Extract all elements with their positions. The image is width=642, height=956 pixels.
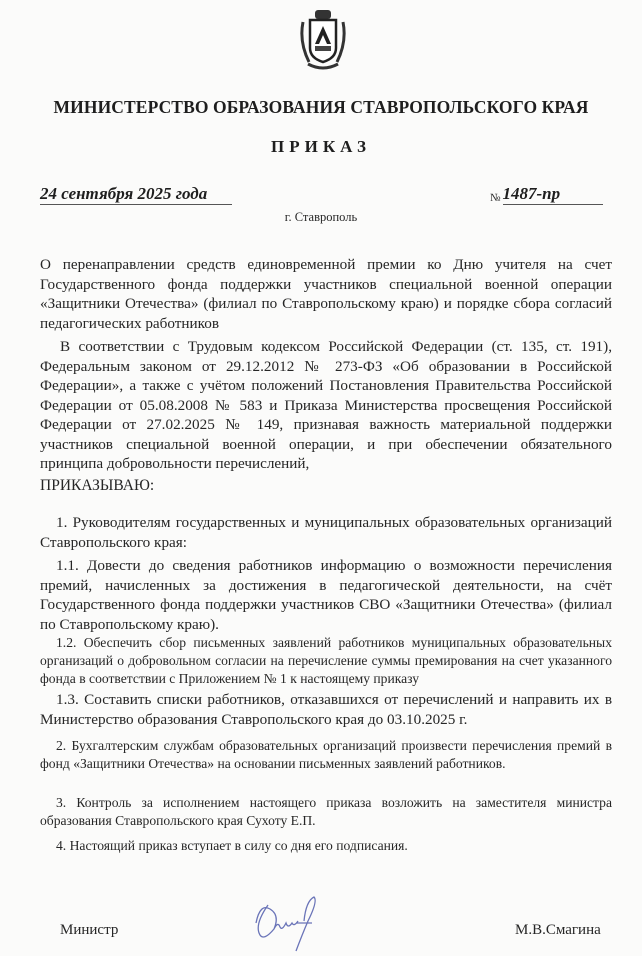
document-type: ПРИКАЗ [271,137,371,156]
signer-name: М.В.Смагина [515,922,601,938]
order-item-1-3: 1.3. Составить списки работников, отказавшихся от перечислений и направить их в Министерство образования Ставропольского края до 03.10.2025 г. [40,691,612,728]
order-number-block [490,184,612,205]
signer-position: Министр [60,922,119,938]
order-title: О перенаправлении средств единовременной премии ко Дню учителя на счет Государственного фонда поддержки участников специальной военной операции «Защитники Отечества» (филиал по Ставропольскому краю) и порядке сбора согласий педагогических работников [40,256,612,332]
preamble: В соответствии с Трудовым кодексом Российской Федерации (ст. 135, ст. 191), Федеральным законом от 29.12.2012 № 273-ФЗ «Об образовании в Российской Федерации», а также с учётом положений Постановления Правительства Российской Федерации от 05.08.2008 № 583 и Приказа Министерства просвещения Российской Федерации от 27.02.2025 № 149, признавая важность материальной поддержки участников специальной военной операции, и при обеспечении обязательного принципа добровольности перечислений, [40,338,612,472]
order-number: 1487-пр [503,184,603,205]
order-item-2: 2. Бухгалтерским службам образовательных организаций произвести перечисления премий в фонд «Защитники Отечества» на основании письменных заявлений работников. [40,738,612,771]
order-word: ПРИКАЗЫВАЮ: [40,477,155,494]
order-item-1-1: 1.1. Довести до сведения работников информацию о возможности перечисления премий, начисленных за достижения в педагогической деятельности, на счёт Государственного фонда поддержки участников СВО «Защитники Отечества» (филиал по Ставропольскому краю). [40,557,612,633]
order-item-4: 4. Настоящий приказ вступает в силу со дня его подписания. [56,838,408,853]
order-item-1: 1. Руководителям государственных и муниципальных образовательных организаций Ставропольского края: [40,514,612,551]
number-sign: № [490,192,501,204]
coat-of-arms-icon [298,8,348,72]
order-item-3: 3. Контроль за исполнением настоящего приказа возложить на заместителя министра образования Ставропольского края Сухоту Е.П. [40,795,612,828]
city: г. Ставрополь [284,210,358,224]
order-item-1-2: 1.2. Обеспечить сбор письменных заявлений работников муниципальных образовательных организаций о добровольном согласии на перечисление суммы премирования на счет указанного фонда в соответствии с Приложением № 1 к настоящему приказу [40,635,612,686]
signature-icon [248,893,338,953]
order-date: 24 сентября 2025 года [40,184,232,205]
ministry-name: МИНИСТЕРСТВО ОБРАЗОВАНИЯ СТАВРОПОЛЬСКОГО КРАЯ [53,97,589,117]
